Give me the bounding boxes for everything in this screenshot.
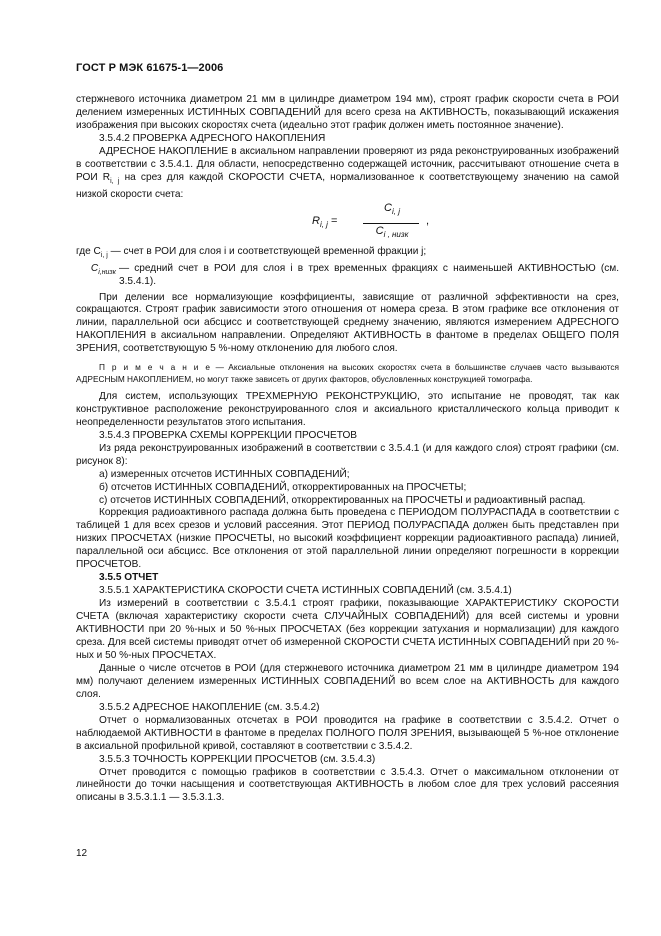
section-heading-3-5-5-1: 3.5.5.1 ХАРАКТЕРИСТИКА СКОРОСТИ СЧЕТА ИСТИННЫХ СОВПАДЕНИЙ (см. 3.5.4.1) <box>99 585 512 597</box>
page-number: 12 <box>76 848 88 859</box>
definition-text: — счет в РОИ для слоя i и соответствующей временной фракции j; <box>107 245 427 257</box>
list-item-a: а) измеренных отсчетов ИСТИННЫХ СОВПАДЕНИЙ; <box>99 468 350 480</box>
document-header: ГОСТ Р МЭК 61675-1—2006 <box>76 62 224 74</box>
list-item-b: б) отсчетов ИСТИННЫХ СОВПАДЕНИЙ, откорректированных на ПРОСЧЕТЫ; <box>99 481 467 493</box>
formula-subscript: i, j <box>391 206 400 216</box>
formula-comma: , <box>426 214 430 227</box>
paragraph: Данные о числе отсчетов в РОИ (для стержневого источника диаметром 21 мм в цилиндре диаметром 194 мм) получают делением измеренных ИСТИННЫХ СОВПАДЕНИЙ во всем слое на АКТИВНОСТЬ для каждого слоя. <box>76 662 619 700</box>
subscript: i, j <box>100 251 108 259</box>
formula-symbol: C <box>375 224 384 237</box>
formula-lhs <box>312 215 337 232</box>
note <box>76 362 619 385</box>
section-heading-3-5-4-3: 3.5.4.3 ПРОВЕРКА СХЕМЫ КОРРЕКЦИИ ПРОСЧЕТОВ <box>99 429 358 441</box>
definitions <box>76 246 619 289</box>
fraction-bar <box>363 223 419 224</box>
paragraph: стержневого источника диаметром 21 мм в цилиндре диаметром 194 мм), строят график скорости счета в РОИ делением измеренных ИСТИННЫХ СОВПАДЕНИЙ для всего среза на АКТИВНОСТЬ, показывающий искажения изображения при высоких скоростях счета (идеально этот график должен иметь постоянное значение). <box>76 94 619 131</box>
paragraph: Отчет проводится с помощью графиков в соответствии с 3.5.4.3. Отчет о максимальном отклонении от линейности до точки насыщения и соответствующая АКТИВНОСТЬ в любом слое для трех условий рассеяния описаны в 3.5.3.1.1 — 3.5.3.1.3. <box>76 766 619 804</box>
subscript: i, j <box>110 177 120 185</box>
paragraph: Из измерений в соответствии с 3.5.4.1 строят графики, показывающие ХАРАКТЕРИСТИКУ СКОРОСТИ СЧЕТА (включая характеристику скорости счета СЛУЧАЙНЫХ СОВПАДЕНИЙ) для всей системы и уровни АКТИВНОСТИ при 20 %-ных и 50 %-ных ПРОСЧЕТАХ (без коррекции затухания и нормализации) для каждого среза. Для всей системы приводят отчет об измеренной СКОРОСТИ СЧЕТА ИСТИННЫХ СОВПАДЕНИЙ при 20 %-ных и 50 %-ных ПРОСЧЕТАХ. <box>76 598 619 661</box>
term-symbol: C <box>90 262 99 274</box>
formula-equals: = <box>331 214 338 227</box>
paragraph: Для систем, использующих ТРЕХМЕРНУЮ РЕКОНСТРУКЦИЮ, это испытание не проводят, так как конструктивное расположение реконструированного слоя и аксиального кристаллического кольца приводит к неопределенности результатов этого испытания. <box>76 390 619 428</box>
paragraph: Коррекция радиоактивного распада должна быть проведена с ПЕРИОДОМ ПОЛУРАСПАДА в соответствии с таблицей 1 для всех срезов и условий рассеяния. Этот ПЕРИОД ПОЛУРАСПАДА должен быть представлен при низких ПРОСЧЕТАХ (низкие ПРОСЧЕТЫ, но высокий коэффициент коррекции радиоактивного распада) линией, параллельной оси абсцисс. Все отклонения от этой параллельной линии определяют погрешности в коррекции ПРОСЧЕТОВ. <box>76 507 619 571</box>
note-label: П р и м е ч а н и е <box>99 362 212 373</box>
section-heading-3-5-5: 3.5.5 ОТЧЕТ <box>99 572 159 584</box>
list-item-c: с) отсчетов ИСТИННЫХ СОВПАДЕНИЙ, откорректированных на ПРОСЧЕТЫ и радиоактивный распад. <box>99 494 586 506</box>
paragraph <box>76 146 619 202</box>
definition-text: — средний счет в РОИ для слоя i в трех временных фракциях с наименьшей АКТИВНОСТЬЮ (см. 3.5.4.1). <box>119 262 619 287</box>
note-text: — Аксиальные отклонения на высоких скоростях счета в большинстве случаев часто вызываются АДРЕСНЫМ НАКОПЛЕНИЕМ, но могут также зависеть от других факторов, обусловленных конструкцией томографа. <box>76 362 619 384</box>
formula <box>76 202 619 246</box>
formula-subscript: i, j <box>319 219 328 229</box>
formula-symbol: R <box>312 214 320 227</box>
definition-term: где C <box>76 245 101 257</box>
document-body <box>76 94 619 805</box>
definition-1 <box>76 246 619 263</box>
formula-subscript: i , низк <box>383 229 409 239</box>
section-heading-3-5-5-2: 3.5.5.2 АДРЕСНОЕ НАКОПЛЕНИЕ (см. 3.5.4.2) <box>99 701 320 713</box>
section-heading-3-5-4-2: 3.5.4.2 ПРОВЕРКА АДРЕСНОГО НАКОПЛЕНИЯ <box>99 132 326 144</box>
formula-symbol: C <box>384 201 392 214</box>
formula-numerator <box>363 202 421 219</box>
paragraph-text: АДРЕСНОЕ НАКОПЛЕНИЕ в аксиальном направлении проверяют из ряда реконструированных изображений в соответствии с 3.5.4.1. Для области, непосредственно содержащей источник, рассчитывают отношение счета в РОИ R <box>76 145 619 183</box>
formula-denominator <box>360 225 424 242</box>
subscript: i,низк <box>98 268 116 276</box>
section-heading-3-5-5-3: 3.5.5.3 ТОЧНОСТЬ КОРРЕКЦИИ ПРОСЧЕТОВ (см. 3.5.4.3) <box>99 753 376 765</box>
definition-2 <box>76 263 619 289</box>
paragraph: Из ряда реконструированных изображений в соответствии с 3.5.4.1 (и для каждого слоя) строят графики (см. рисунок 8): <box>76 442 619 467</box>
paragraph-text: на срез для каждой СКОРОСТИ СЧЕТА, нормализованное к соответствующему значению на самой низкой скорости счета: <box>76 171 620 200</box>
definition-term <box>76 263 119 289</box>
paragraph: Отчет о нормализованных отсчетах в РОИ проводится на графике в соответствии с 3.5.4.2. Отчет о наблюдаемой АКТИВНОСТИ в фантоме в пределах ПОЛНОГО ПОЛЯ ЗРЕНИЯ, вызывающей 5 %-ное отклонение в аксиальной профильной кривой, составляют в соответствии с 3.5.4.2. <box>76 714 619 752</box>
paragraph: При делении все нормализующие коэффициенты, зависящие от различной эффективности на срез, сокращаются. Строят график зависимости этого отношения от номера среза. В этом графике все отклонения от линии, параллельной оси абсцисс и соответствующей среднему значению, являются измерением АДРЕСНОГО НАКОПЛЕНИЯ в аксиальном направлении. Определяют АКТИВНОСТЬ в фантоме в пределах ОБЩЕГО ПОЛЯ ЗРЕНИЯ, соответствующую 5 %-ному отклонению для любого слоя. <box>76 291 619 355</box>
